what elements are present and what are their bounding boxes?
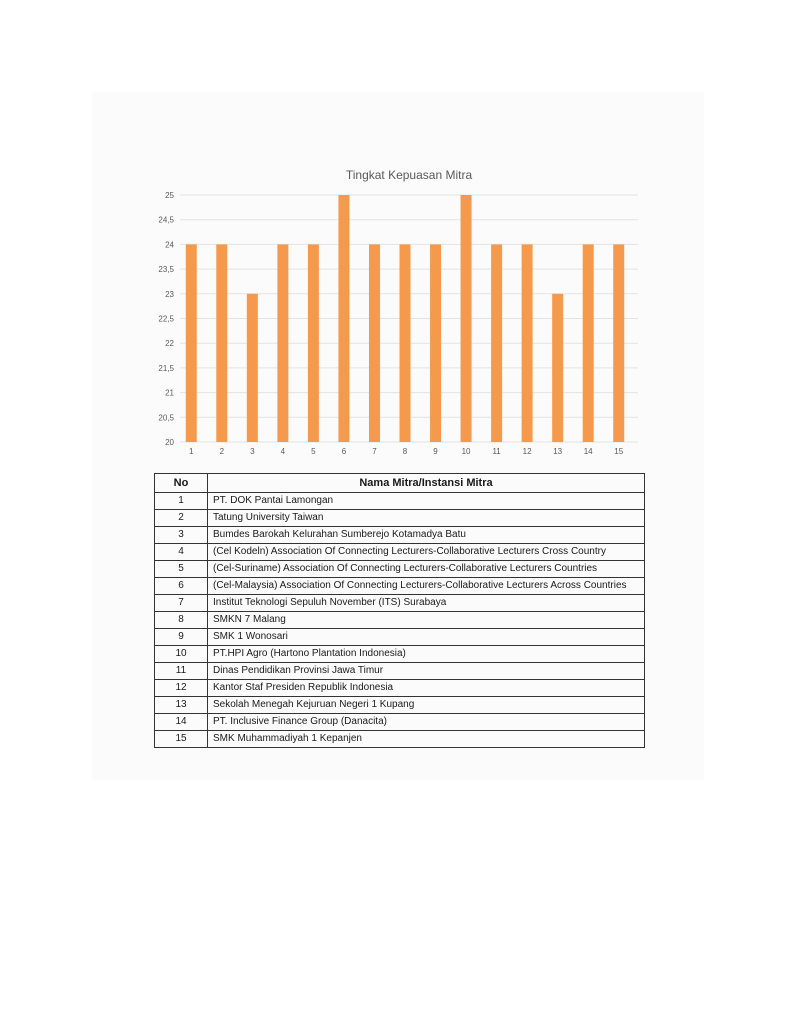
x-tick-label: 8: [402, 447, 408, 456]
table-row: [155, 714, 645, 731]
x-tick-label: 14: [583, 447, 593, 456]
table-row: [155, 731, 645, 748]
row-number: 14: [155, 714, 208, 731]
table-row: [155, 493, 645, 510]
bar-10: [461, 195, 472, 442]
y-axis-ticks: [158, 191, 174, 447]
y-tick-label: 22: [165, 339, 174, 349]
partner-name: (Cel-Suriname) Association Of Connecting Lecturers-Collaborative Lecturers Countries: [208, 561, 645, 578]
x-tick-label: 9: [433, 447, 438, 456]
table-row: [155, 646, 645, 663]
y-tick-label: 25: [165, 191, 174, 200]
x-tick-label: 10: [461, 447, 471, 456]
x-tick-label: 4: [280, 447, 286, 456]
x-tick-label: 11: [492, 447, 501, 456]
table-row: [155, 663, 645, 680]
partners-table: [154, 473, 645, 748]
y-tick-label: 21,5: [158, 363, 174, 373]
table-row: [155, 527, 645, 544]
table-row: [155, 544, 645, 561]
bar-11: [491, 244, 502, 442]
y-tick-label: 24,5: [158, 215, 174, 225]
table-row: [155, 561, 645, 578]
bar-13: [552, 294, 563, 442]
y-tick-label: 21: [165, 388, 174, 398]
row-number: 11: [155, 663, 208, 680]
partner-name: Bumdes Barokah Kelurahan Sumberejo Kotamadya Batu: [208, 527, 645, 544]
partner-name: Kantor Staf Presiden Republik Indonesia: [208, 680, 645, 697]
table-header-row: [155, 474, 645, 493]
row-number: 7: [155, 595, 208, 612]
x-tick-label: 7: [372, 447, 377, 456]
partner-name: Tatung University Taiwan: [208, 510, 645, 527]
partner-name: (Cel Kodeln) Association Of Connecting Lecturers-Collaborative Lecturers Cross Country: [208, 544, 645, 561]
x-tick-label: 15: [614, 447, 624, 456]
table-row: [155, 697, 645, 714]
bar-3: [247, 294, 258, 442]
y-tick-label: 20,5: [158, 413, 174, 423]
bar-2: [216, 244, 227, 442]
partner-name: SMKN 7 Malang: [208, 612, 645, 629]
x-tick-label: 5: [311, 447, 316, 456]
row-number: 4: [155, 544, 208, 561]
bar-6: [338, 195, 349, 442]
bar-5: [308, 244, 319, 442]
x-tick-label: 12: [522, 447, 532, 456]
partner-name: (Cel-Malaysia) Association Of Connecting Lecturers-Collaborative Lecturers Across Countries: [208, 578, 645, 595]
bar-14: [583, 244, 594, 442]
satisfaction-bar-chart: [150, 160, 640, 465]
x-tick-label: 1: [189, 447, 194, 456]
x-tick-label: 3: [250, 447, 255, 456]
table-body: [155, 493, 645, 748]
chart-bars: [186, 195, 624, 442]
bar-4: [277, 244, 288, 442]
partner-name: PT.HPI Agro (Hartono Plantation Indonesia): [208, 646, 645, 663]
row-number: 1: [155, 493, 208, 510]
partner-name: PT. DOK Pantai Lamongan: [208, 493, 645, 510]
y-tick-label: 23: [165, 289, 174, 299]
partner-name: SMK Muhammadiyah 1 Kepanjen: [208, 731, 645, 748]
partner-name: Dinas Pendidikan Provinsi Jawa Timur: [208, 663, 645, 680]
row-number: 15: [155, 731, 208, 748]
table-row: [155, 612, 645, 629]
column-header-name: Nama Mitra/Instansi Mitra: [208, 474, 645, 493]
table-row: [155, 595, 645, 612]
table-row: [155, 510, 645, 527]
partner-name: Sekolah Menegah Kejuruan Negeri 1 Kupang: [208, 697, 645, 714]
bar-7: [369, 244, 380, 442]
row-number: 2: [155, 510, 208, 527]
x-tick-label: 6: [341, 447, 347, 456]
x-tick-label: 13: [553, 447, 563, 456]
chart-title: Tingkat Kepuasan Mitra: [345, 168, 473, 182]
bar-1: [186, 244, 197, 442]
row-number: 12: [155, 680, 208, 697]
row-number: 9: [155, 629, 208, 646]
row-number: 5: [155, 561, 208, 578]
bar-9: [430, 244, 441, 442]
partner-name: Institut Teknologi Sepuluh November (ITS) Surabaya: [208, 595, 645, 612]
row-number: 10: [155, 646, 208, 663]
row-number: 3: [155, 527, 208, 544]
bar-12: [522, 244, 533, 442]
y-tick-label: 23,5: [158, 265, 174, 275]
table-row: [155, 680, 645, 697]
table-row: [155, 629, 645, 646]
y-tick-label: 24: [165, 240, 174, 250]
table-row: [155, 578, 645, 595]
y-tick-label: 22,5: [158, 314, 174, 324]
x-axis-ticks: [189, 447, 624, 456]
column-header-no: No: [155, 474, 208, 493]
partner-name: PT. Inclusive Finance Group (Danacita): [208, 714, 645, 731]
x-tick-label: 2: [219, 447, 225, 456]
row-number: 6: [155, 578, 208, 595]
row-number: 8: [155, 612, 208, 629]
row-number: 13: [155, 697, 208, 714]
bar-8: [400, 244, 411, 442]
partner-name: SMK 1 Wonosari: [208, 629, 645, 646]
y-tick-label: 20: [165, 438, 174, 447]
bar-15: [613, 244, 624, 442]
